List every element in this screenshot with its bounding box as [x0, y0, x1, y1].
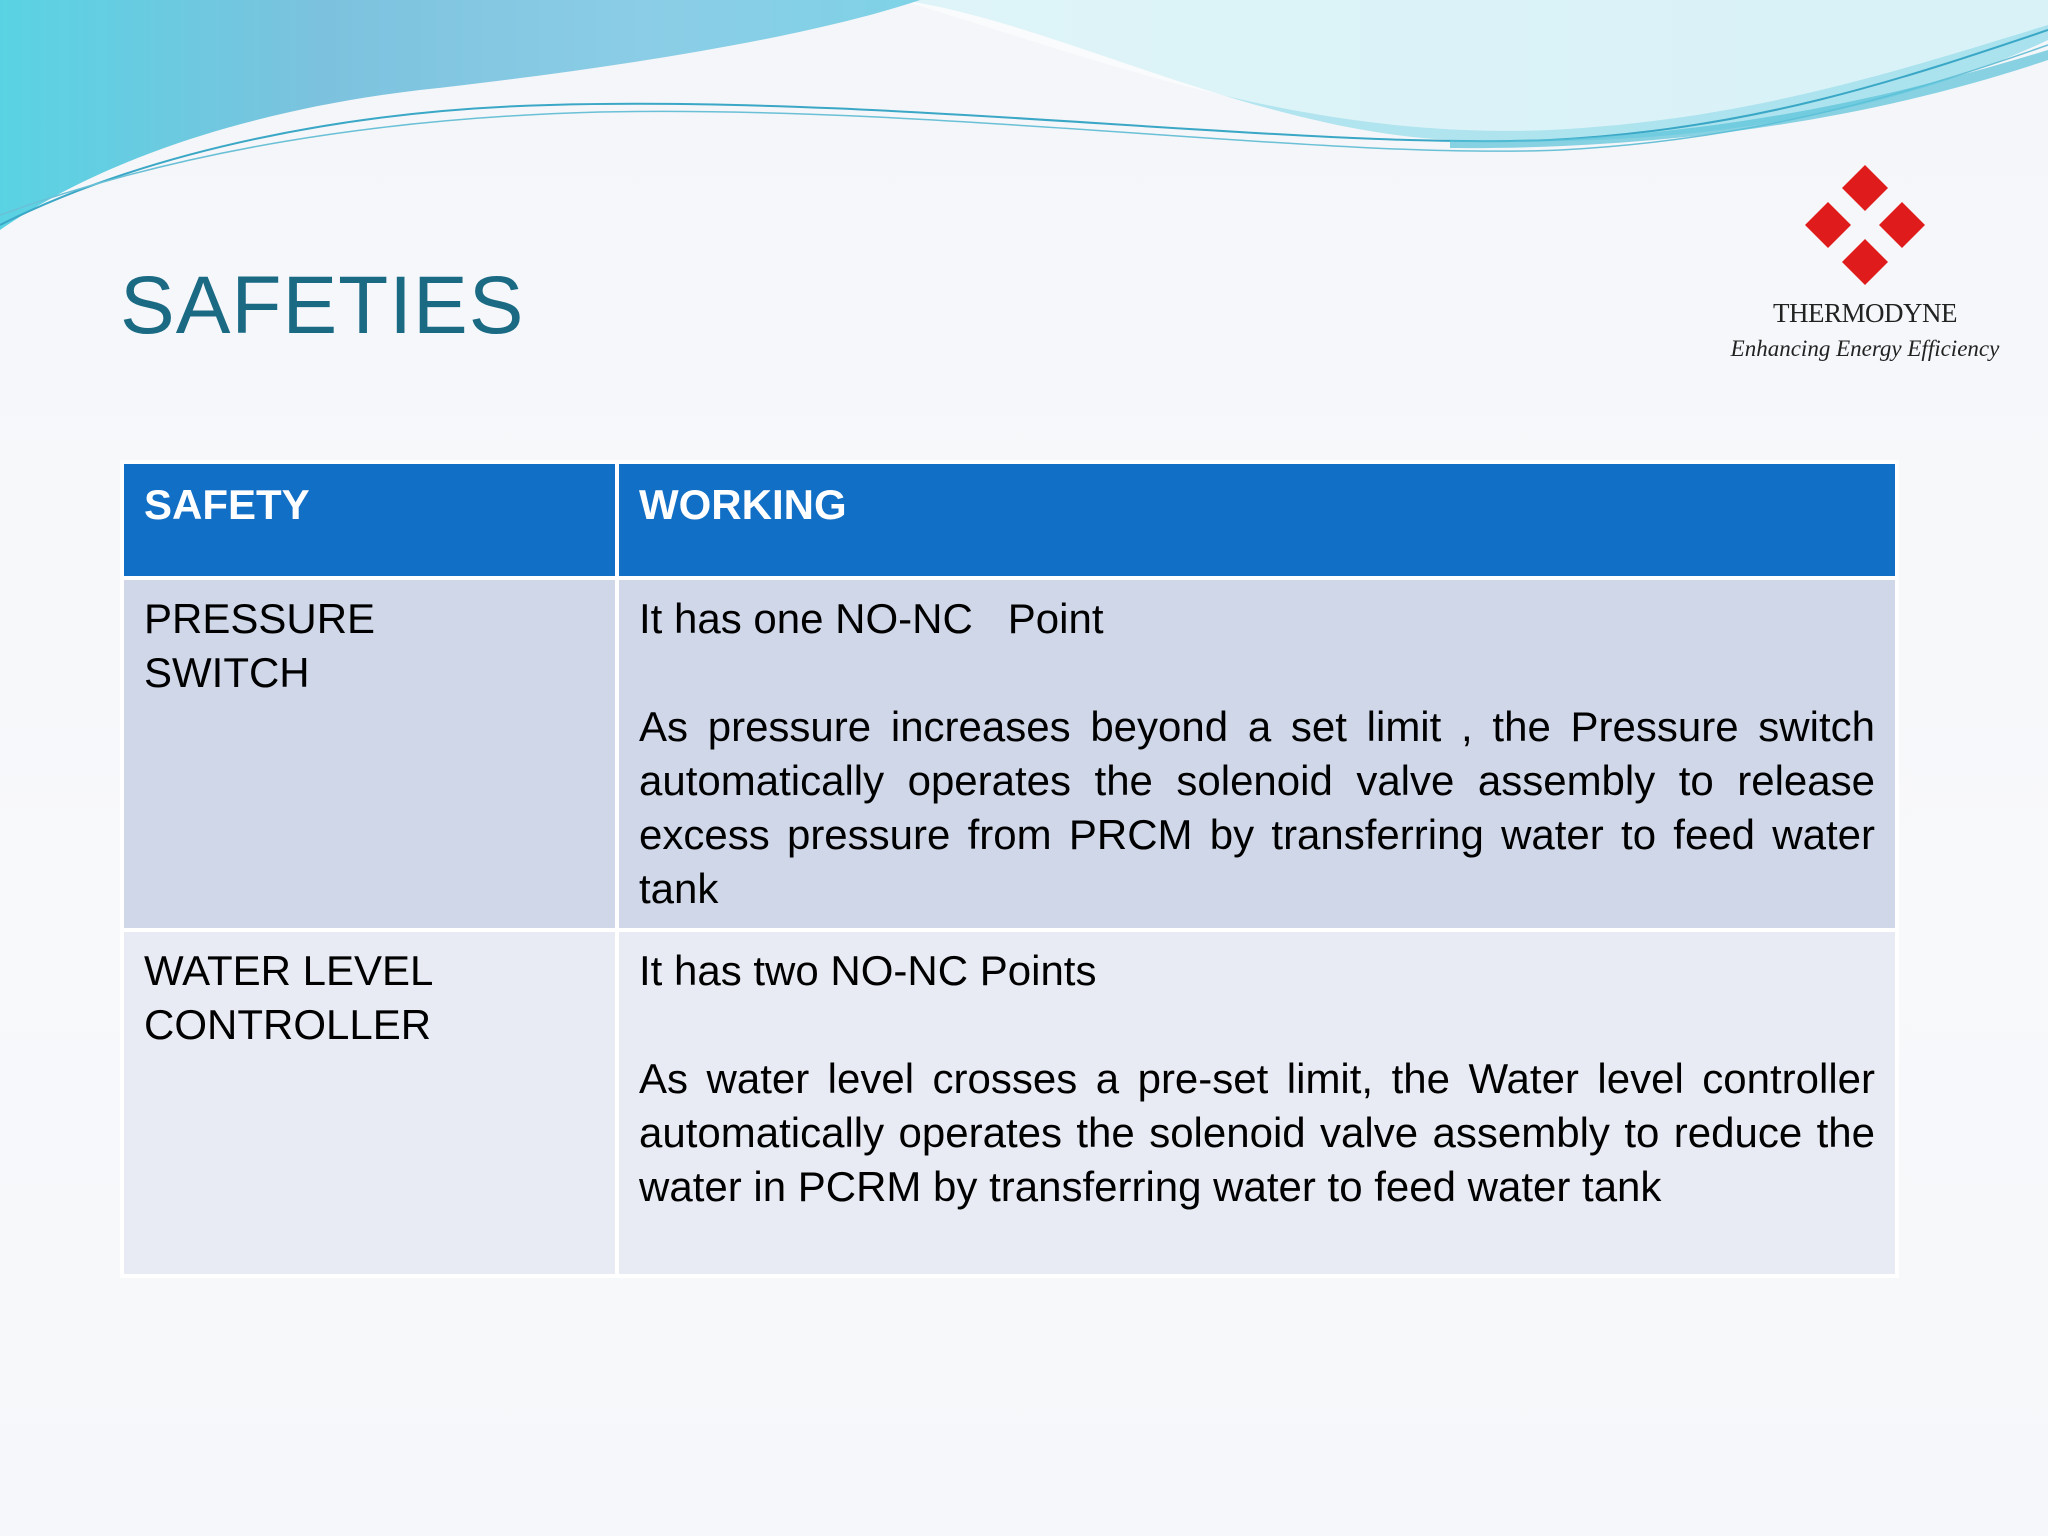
safety-cell: PRESSURE SWITCH — [122, 578, 617, 930]
logo-company-name: THERMODYNE — [1773, 298, 1957, 328]
four-red-diamonds-icon — [1800, 160, 1930, 290]
table-header-row — [122, 462, 1897, 578]
safeties-table — [120, 460, 1899, 1278]
working-cell — [617, 930, 1897, 1276]
company-logo — [1700, 150, 2030, 390]
column-header-safety: SAFETY — [122, 462, 617, 578]
safety-cell: WATER LEVEL CONTROLLER — [122, 930, 617, 1276]
working-cell — [617, 578, 1897, 930]
description-text: As pressure increases beyond a set limit , the Pressure switch automatically operates the solenoid valve assembly to release excess pressure from PRCM by transferring water to feed water tank — [639, 703, 1875, 912]
logo-tagline: Enhancing Energy Efficiency — [1730, 336, 2000, 361]
column-header-working: WORKING — [617, 462, 1897, 578]
points-text: It has one NO-NC Point — [639, 595, 1104, 642]
table-row — [122, 578, 1897, 930]
description-text: As water level crosses a pre-set limit, the Water level controller automatically operates the solenoid valve assembly to reduce the water in PCRM by transferring water to feed water tank — [639, 1055, 1875, 1210]
page-title: SAFETIES — [120, 260, 525, 351]
table-row — [122, 930, 1897, 1276]
points-text: It has two NO-NC Points — [639, 947, 1097, 994]
